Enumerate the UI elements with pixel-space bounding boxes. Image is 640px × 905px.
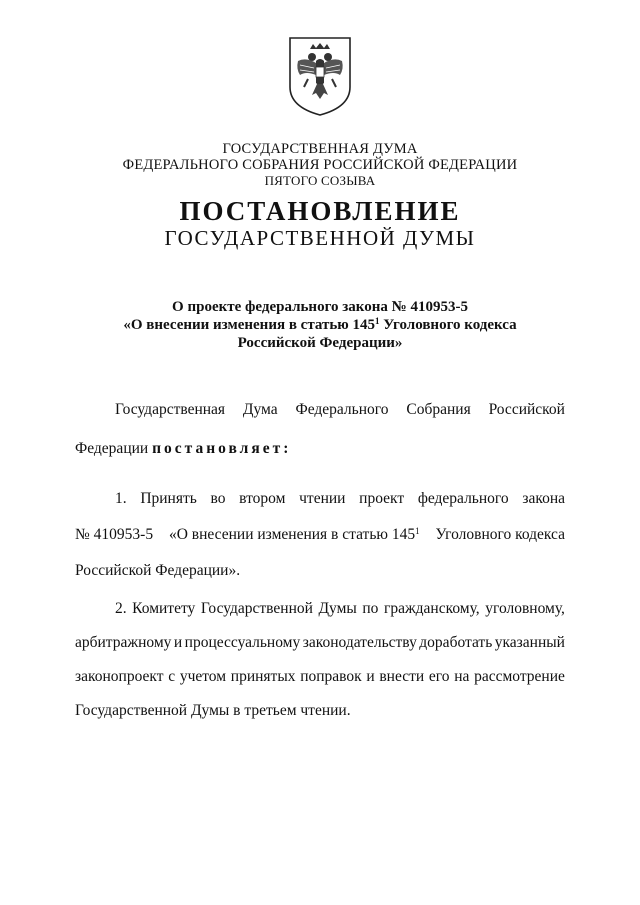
word: и <box>173 634 183 651</box>
bill-heading-text-b: Уголовного кодекса <box>379 317 517 333</box>
bill-title-end: Уголовного кодекса <box>435 526 565 543</box>
intro-text: Федерации <box>75 440 153 457</box>
document-title: ПОСТАНОВЛЕНИЕ <box>179 196 461 226</box>
double-headed-eagle-icon <box>286 35 354 117</box>
word: поправок <box>300 668 362 685</box>
word: Думы <box>318 600 357 617</box>
word: 2. <box>115 600 127 617</box>
word: доработать <box>419 634 493 651</box>
bill-title-text: «О внесении изменения в статью 145 <box>168 526 416 543</box>
intro-line-2 <box>75 439 291 459</box>
word: Дума <box>242 401 278 418</box>
item1-line-2 <box>75 525 565 545</box>
word: принятых <box>230 668 296 685</box>
word: законопроект <box>75 668 164 685</box>
word: с <box>168 668 176 685</box>
resolves-word: постановляет: <box>152 440 292 457</box>
word: и <box>366 668 375 685</box>
word: Российской <box>488 401 565 418</box>
item2-line-3 <box>75 667 565 687</box>
word: законодательству <box>302 634 417 651</box>
word: указанный <box>494 634 565 651</box>
word: Комитету <box>132 600 196 617</box>
word: во <box>210 490 226 507</box>
word: внести <box>379 668 425 685</box>
word: на <box>454 668 470 685</box>
word: проект <box>359 490 405 507</box>
word: по <box>362 600 379 617</box>
superscript: 1 <box>415 526 420 536</box>
bill-title-part <box>169 525 420 545</box>
bill-heading-text-a: «О внесении изменения в статью 145 <box>123 317 376 333</box>
word: арбитражному <box>75 634 172 651</box>
superscript: 1 <box>375 316 380 326</box>
word: рассмотрение <box>474 668 565 685</box>
word: 1. <box>115 490 127 507</box>
word: чтении <box>299 490 346 507</box>
word: федерального <box>417 490 509 507</box>
word: Собрания <box>406 401 471 418</box>
word: гражданскому, <box>383 600 480 617</box>
word: Государственной <box>200 600 313 617</box>
word: процессуальному <box>184 634 301 651</box>
item2-line-1 <box>115 599 565 619</box>
word: втором <box>239 490 286 507</box>
item1-line-1 <box>115 489 565 509</box>
word: его <box>428 668 450 685</box>
bill-heading-line-1: О проекте федерального закона № 410953-5 <box>172 299 468 315</box>
item2-line-4: Государственной Думы в третьем чтении. <box>75 702 351 719</box>
item2-line-2 <box>75 633 565 653</box>
bill-heading-line-3: Российской Федерации» <box>237 335 403 351</box>
word: Государственная <box>115 401 226 418</box>
bill-number: № 410953-5 <box>75 526 154 543</box>
word: уголовному, <box>485 600 565 617</box>
item1-line-3: Российской Федерации». <box>75 562 241 579</box>
header-line-duma: ГОСУДАРСТВЕННАЯ ДУМА <box>222 141 418 157</box>
intro-line-1 <box>115 400 565 420</box>
bill-heading-line-2 <box>0 315 640 335</box>
header-line-convocation: ПЯТОГО СОЗЫВА <box>264 173 376 188</box>
word: закона <box>522 490 565 507</box>
word: Федерального <box>295 401 389 418</box>
coat-of-arms-emblem <box>286 35 354 117</box>
header-line-federal-assembly: ФЕДЕРАЛЬНОГО СОБРАНИЯ РОССИЙСКОЙ ФЕДЕРАЦИИ <box>122 157 518 173</box>
document-subtitle: ГОСУДАРСТВЕННОЙ ДУМЫ <box>164 226 476 250</box>
word: Принять <box>140 490 197 507</box>
word: учетом <box>179 668 227 685</box>
